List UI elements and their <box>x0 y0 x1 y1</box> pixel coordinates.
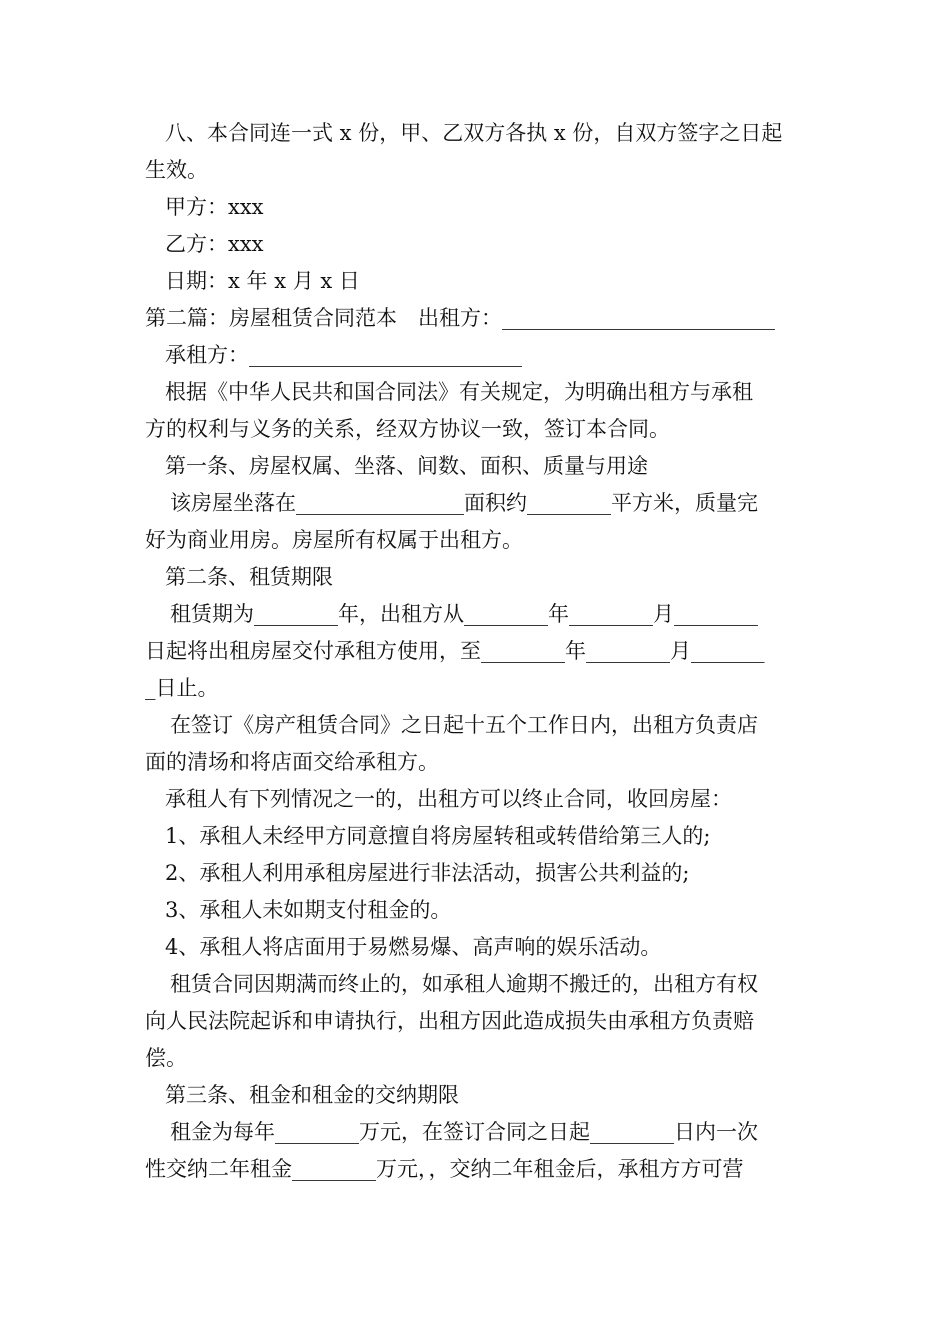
paragraph-line: 租赁期为________年，出租方从________年________月________ <box>170 602 758 626</box>
paragraph-line: 生效。 <box>145 158 208 182</box>
paragraph-line: 承租人有下列情况之一的，出租方可以终止合同，收回房屋： <box>165 787 732 811</box>
paragraph-line: 在签订《房产租赁合同》之日起十五个工作日内，出租方负责店 <box>170 713 758 737</box>
party-b-line: 乙方：xxx <box>165 232 264 256</box>
list-item: 3、承租人未如期支付租金的。 <box>165 898 452 922</box>
lessee-line: 承租方：__________________________ <box>165 343 522 367</box>
paragraph-line: 租赁合同因期满而终止的，如承租人逾期不搬迁的，出租方有权 <box>170 972 758 996</box>
paragraph-line: 向人民法院起诉和申请执行，出租方因此造成损失由承租方负责赔 <box>145 1009 754 1033</box>
list-item: 4、承租人将店面用于易燃易爆、高声响的娱乐活动。 <box>165 935 662 959</box>
paragraph-line: 好为商业用房。房屋所有权属于出租方。 <box>145 528 523 552</box>
paragraph-line: 八、本合同连一式 x 份，甲、乙双方各执 x 份，自双方签字之日起 <box>165 121 783 145</box>
paragraph-line: 该房屋坐落在________________面积约________平方米，质量完 <box>170 491 758 515</box>
article-heading: 第二条、租赁期限 <box>165 565 333 589</box>
paragraph-line: 方的权利与义务的关系，经双方协议一致，签订本合同。 <box>145 417 670 441</box>
list-item: 1、承租人未经甲方同意擅自将房屋转租或转借给第三人的; <box>165 824 711 848</box>
article-heading: 第三条、租金和租金的交纳期限 <box>165 1083 459 1107</box>
paragraph-line: 面的清场和将店面交给承租方。 <box>145 750 439 774</box>
section-heading: 第二篇：房屋租赁合同范本 出租方：__________________________ <box>145 306 775 330</box>
paragraph-line: _日止。 <box>145 676 219 700</box>
document-body <box>145 115 810 1188</box>
article-heading: 第一条、房屋权属、坐落、间数、面积、质量与用途 <box>165 454 648 478</box>
party-a-line: 甲方：xxx <box>165 195 264 219</box>
paragraph-line: 日起将出租房屋交付承租方使用，至________年________月_______ <box>145 639 765 663</box>
paragraph-line: 偿。 <box>145 1046 187 1070</box>
paragraph-line: 性交纳二年租金________万元，，交纳二年租金后，承租方方可营 <box>145 1157 744 1181</box>
date-line: 日期：x 年 x 月 x 日 <box>165 269 360 293</box>
list-item: 2、承租人利用承租房屋进行非法活动，损害公共利益的; <box>165 861 690 885</box>
paragraph-line: 根据《中华人民共和国合同法》有关规定，为明确出租方与承租 <box>165 380 753 404</box>
paragraph-line: 租金为每年________万元，在签订合同之日起________日内一次 <box>170 1120 758 1144</box>
